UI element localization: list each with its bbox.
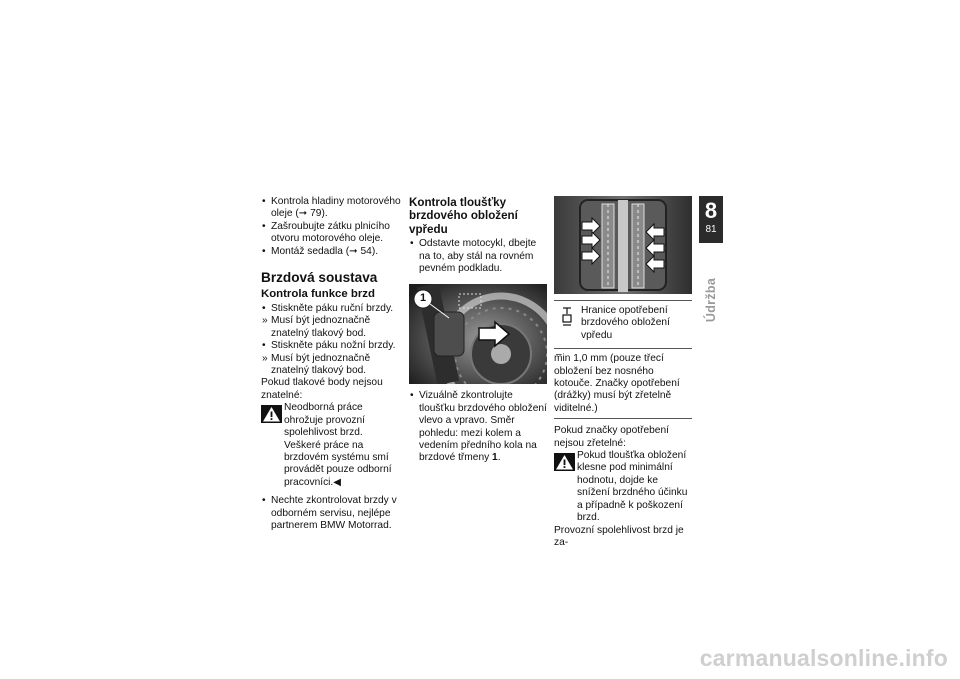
warning-block (554, 450, 692, 524)
section-heading: Brzdová soustava (261, 270, 378, 286)
section-heading: Kontrola tloušťky brzdového obložení vpředu (409, 196, 518, 236)
result-item: » Musí být jednoznačně znatelný tlakový bod. (261, 353, 401, 378)
brake-caliper-photo (409, 284, 547, 384)
list-item: • Montáž sedadla (➞ 54). (261, 246, 401, 258)
warning-triangle-icon (554, 453, 575, 471)
photo-reference: 1 (492, 452, 498, 464)
watermark: carmanualsonline.info (699, 645, 948, 671)
photo-callout-label: 1 (419, 292, 427, 305)
list-item-text: Vizuálně zkontrolujte tloušťku brzdového obložení vlevo a vpravo. Směr pohledu: mezi kolem a vedením předního kola na brzdové třmeny (419, 390, 547, 464)
list-item: • Stiskněte páku ruční brzdy. (261, 303, 401, 315)
brake-pad-photo (554, 196, 692, 294)
callout-header (554, 301, 692, 349)
page-number: 81 (705, 224, 717, 235)
list-item: • Kontrola hladiny motorového oleje (➞ 79). (261, 196, 401, 221)
callout-value: – min 1,0 mm (pouze třecí obložení bez nosného kotouče. Značky opotřebení (drážky) musí být zřetelně viditelné.) (554, 349, 692, 418)
list-item: • Nechte zkontrolovat brzdy v odborném servisu, nejlépe partnerem BMW Motorrad. (261, 495, 401, 532)
warning-triangle-icon (261, 405, 282, 423)
wear-limit-callout (554, 300, 692, 419)
chapter-label-text: Údržba (703, 277, 718, 323)
continued-text: Provozní spolehlivost brzd je za- (554, 524, 684, 548)
list-item: • Odstavte motocykl, dbejte na to, aby stál na rovném pevném podkladu. (409, 238, 547, 275)
column-right (554, 196, 692, 549)
warning-text: Pokud tloušťka obložení klesne pod minimální hodnotu, dojde ke snížení brzdného účinku a případně k poškození brzd. (577, 450, 688, 524)
list-item (409, 390, 547, 464)
callout-title: Hranice opotřebení brzdového obložení vpředu (581, 305, 670, 341)
warning-block (261, 402, 401, 489)
column-left (261, 196, 401, 532)
wear-limit-icon (562, 307, 572, 327)
chapter-tab (699, 196, 723, 243)
note-text: Pokud značky opotřebení nejsou zřetelné: (554, 425, 669, 449)
list-item-end: . (497, 452, 501, 464)
column-middle (409, 196, 547, 465)
warning-text: Neodborná práce ohrožuje provozní spolehlivost brzd. Veškeré práce na brzdovém systému smí provádět pouze odborní pracovníci.◀ (284, 402, 392, 488)
chapter-label (700, 270, 722, 330)
result-item: » Musí být jednoznačně znatelný tlakový bod. (261, 315, 401, 340)
subsection-heading: Kontrola funkce brzd (261, 288, 375, 301)
note-text: Pokud tlakové body nejsou znatelné: (261, 377, 383, 401)
list-item: • Zašroubujte zátku plnicího otvoru motorového oleje. (261, 221, 401, 246)
list-item: • Stiskněte páku nožní brzdy. (261, 340, 401, 352)
chapter-number: 8 (704, 198, 718, 223)
